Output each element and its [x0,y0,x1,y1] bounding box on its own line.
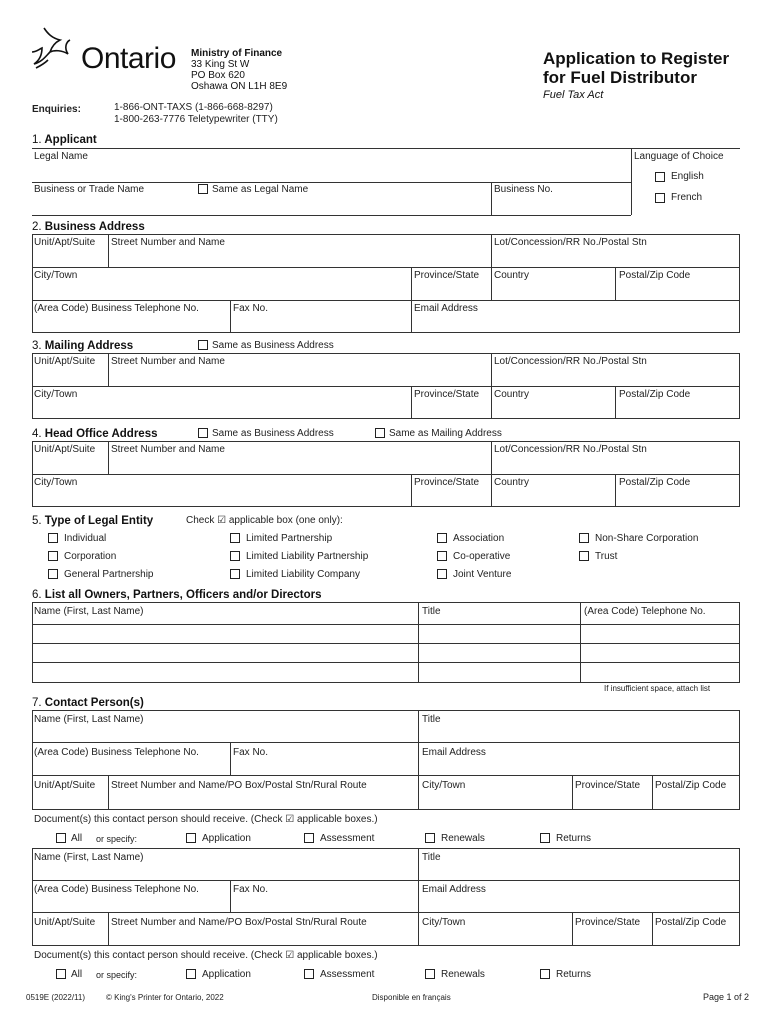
head-office-same-as-business-label: Same as Business Address [212,428,334,439]
contact1-phone-field[interactable]: (Area Code) Business Telephone No. [34,747,199,758]
entity-association-label: Association [453,533,505,544]
contact2-assessment-label: Assessment [320,969,375,980]
logo-wordmark: Ontario [81,42,176,75]
head-office-country-field[interactable]: Country [494,477,530,488]
section-4-heading: 4. Head Office Address [32,428,158,440]
entity-general-partnership-label: General Partnership [64,569,154,580]
address-line-1: 33 King St W [191,59,250,70]
address-line-3: Oshawa ON L1H 8E9 [191,81,288,92]
contact2-unit-field[interactable]: Unit/Apt/Suite [34,917,96,928]
contact2-fax-field[interactable]: Fax No. [233,884,269,895]
section-5-heading: 5. Type of Legal Entity [32,515,154,527]
enquiries-label: Enquiries: [32,104,81,115]
contact1-application-checkbox[interactable] [186,833,196,843]
form-number: 0519E (2022/11) [26,993,86,1002]
business-province-field[interactable]: Province/State [414,270,480,281]
contact2-all-label: All [71,969,83,980]
business-fax-field[interactable]: Fax No. [233,303,269,314]
contact2-renewals-checkbox[interactable] [425,969,435,979]
owners-title-header: Title [422,606,441,617]
section-2-heading: 2. Business Address [32,221,145,233]
contact1-assessment-checkbox[interactable] [304,833,314,843]
enquiries-tty: 1-800-263-7776 Teletypewriter (TTY) [114,114,278,125]
contact1-renewals-label: Renewals [441,833,485,844]
head-office-postal-field[interactable]: Postal/Zip Code [619,477,691,488]
contact2-specify-label: or specify: [96,970,138,980]
contact2-returns-label: Returns [556,969,592,980]
contact2-city-field[interactable]: City/Town [422,917,466,928]
contact2-street-field[interactable]: Street Number and Name/PO Box/Postal Stn/Rural Route [111,917,367,928]
contact1-documents-instruction: Document(s) this contact person should receive. (Check ☑ applicable boxes.) [34,814,378,825]
attach-list-note: If insufficient space, attach list [604,684,711,693]
entity-joint-venture-label: Joint Venture [453,569,512,580]
same-as-legal-name-label: Same as Legal Name [212,184,309,195]
contact1-province-field[interactable]: Province/State [575,780,641,791]
mailing-lot-field[interactable]: Lot/Concession/RR No./Postal Stn [494,356,647,367]
entity-joint-venture-checkbox[interactable] [437,569,447,579]
contact2-application-checkbox[interactable] [186,969,196,979]
ontario-logo [30,24,180,80]
business-unit-field[interactable]: Unit/Apt/Suite [34,237,96,248]
contact2-documents-instruction: Document(s) this contact person should receive. (Check ☑ applicable boxes.) [34,950,378,961]
contact2-postal-field[interactable]: Postal/Zip Code [655,917,727,928]
language-of-choice-label: Language of Choice [634,151,724,162]
french-checkbox[interactable] [655,193,665,203]
contact1-name-field[interactable]: Name (First, Last Name) [34,714,144,725]
mailing-unit-field[interactable]: Unit/Apt/Suite [34,356,96,367]
contact2-application-label: Application [202,969,251,980]
entity-trust-label: Trust [595,551,618,562]
contact2-renewals-label: Renewals [441,969,485,980]
french-label: French [671,192,703,203]
form-title-line-2: for Fuel Distributor [543,68,697,87]
same-as-legal-name-checkbox[interactable] [198,184,208,194]
head-office-same-as-mailing-checkbox[interactable] [375,428,385,438]
contact1-assessment-label: Assessment [320,833,375,844]
entity-llp-checkbox[interactable] [230,551,240,561]
owners-phone-header: (Area Code) Telephone No. [584,606,706,617]
entity-individual-checkbox[interactable] [48,533,58,543]
mailing-street-field[interactable]: Street Number and Name [111,356,225,367]
contact2-email-field[interactable]: Email Address [422,884,486,895]
english-label: English [671,171,704,182]
head-office-street-field[interactable]: Street Number and Name [111,444,225,455]
contact1-email-field[interactable]: Email Address [422,747,486,758]
contact2-name-field[interactable]: Name (First, Last Name) [34,852,144,863]
section-6-heading: 6. List all Owners, Partners, Officers and/or Directors [32,589,322,601]
address-line-2: PO Box 620 [191,70,245,81]
mailing-province-field[interactable]: Province/State [414,389,480,400]
contact1-all-checkbox[interactable] [56,833,66,843]
business-lot-field[interactable]: Lot/Concession/RR No./Postal Stn [494,237,647,248]
contact2-all-checkbox[interactable] [56,969,66,979]
entity-llc-label: Limited Liability Company [246,569,360,580]
entity-individual-label: Individual [64,533,107,544]
form-title-line-1: Application to Register [543,49,730,68]
head-office-province-field[interactable]: Province/State [414,477,480,488]
contact1-city-field[interactable]: City/Town [422,780,466,791]
head-office-same-as-business-checkbox[interactable] [198,428,208,438]
mailing-same-as-business-label: Same as Business Address [212,340,334,351]
entity-limited-partnership-label: Limited Partnership [246,533,333,544]
contact1-title-field[interactable]: Title [422,714,441,725]
contact1-street-field[interactable]: Street Number and Name/PO Box/Postal Stn/Rural Route [111,780,367,791]
business-email-field[interactable]: Email Address [414,303,478,314]
entity-non-share-corp-checkbox[interactable] [579,533,589,543]
contact1-renewals-checkbox[interactable] [425,833,435,843]
entity-corporation-checkbox[interactable] [48,551,58,561]
entity-llc-checkbox[interactable] [230,569,240,579]
entity-limited-partnership-checkbox[interactable] [230,533,240,543]
contact1-specify-label: or specify: [96,834,138,844]
english-checkbox[interactable] [655,172,665,182]
section-7-heading: 7. Contact Person(s) [32,697,144,709]
business-no-field[interactable]: Business No. [494,184,553,195]
business-phone-field[interactable]: (Area Code) Business Telephone No. [34,303,199,314]
section-3-heading: 3. Mailing Address [32,340,134,352]
contact1-returns-label: Returns [556,833,592,844]
contact1-unit-field[interactable]: Unit/Apt/Suite [34,780,96,791]
mailing-postal-field[interactable]: Postal/Zip Code [619,389,691,400]
enquiries-phone: 1-866-ONT-TAXS (1-866-668-8297) [114,102,273,113]
head-office-unit-field[interactable]: Unit/Apt/Suite [34,444,96,455]
contact1-application-label: Application [202,833,251,844]
contact2-assessment-checkbox[interactable] [304,969,314,979]
contact1-postal-field[interactable]: Postal/Zip Code [655,780,727,791]
contact1-fax-field[interactable]: Fax No. [233,747,269,758]
mailing-country-field[interactable]: Country [494,389,530,400]
entity-non-share-corp-label: Non-Share Corporation [595,533,699,544]
contact1-returns-checkbox[interactable] [540,833,550,843]
contact2-returns-checkbox[interactable] [540,969,550,979]
contact1-all-label: All [71,833,83,844]
head-office-city-field[interactable]: City/Town [34,477,78,488]
business-postal-field[interactable]: Postal/Zip Code [619,270,691,281]
entity-cooperative-checkbox[interactable] [437,551,447,561]
mailing-city-field[interactable]: City/Town [34,389,78,400]
section-1-heading: 1. Applicant [32,134,97,146]
entity-trust-checkbox[interactable] [579,551,589,561]
business-country-field[interactable]: Country [494,270,530,281]
legal-name-field[interactable]: Legal Name [34,151,88,162]
business-trade-name-field[interactable]: Business or Trade Name [34,184,145,195]
entity-association-checkbox[interactable] [437,533,447,543]
business-city-field[interactable]: City/Town [34,270,78,281]
contact2-title-field[interactable]: Title [422,852,441,863]
ministry-name: Ministry of Finance [191,48,283,59]
entity-llp-label: Limited Liability Partnership [246,551,369,562]
entity-cooperative-label: Co-operative [453,551,511,562]
page-number: Page 1 of 2 [703,992,750,1002]
head-office-same-as-mailing-label: Same as Mailing Address [389,428,502,439]
copyright: © King's Printer for Ontario, 2022 [106,993,224,1002]
owners-name-header: Name (First, Last Name) [34,606,144,617]
head-office-lot-field[interactable]: Lot/Concession/RR No./Postal Stn [494,444,647,455]
french-availability: Disponible en français [372,993,451,1002]
trillium-icon [30,24,82,78]
form-subtitle: Fuel Tax Act [543,89,604,101]
contact2-province-field[interactable]: Province/State [575,917,641,928]
mailing-same-as-business-checkbox[interactable] [198,340,208,350]
contact2-phone-field[interactable]: (Area Code) Business Telephone No. [34,884,199,895]
entity-corporation-label: Corporation [64,551,117,562]
business-street-field[interactable]: Street Number and Name [111,237,225,248]
entity-general-partnership-checkbox[interactable] [48,569,58,579]
legal-entity-instruction: Check ☑ applicable box (one only): [186,515,343,526]
